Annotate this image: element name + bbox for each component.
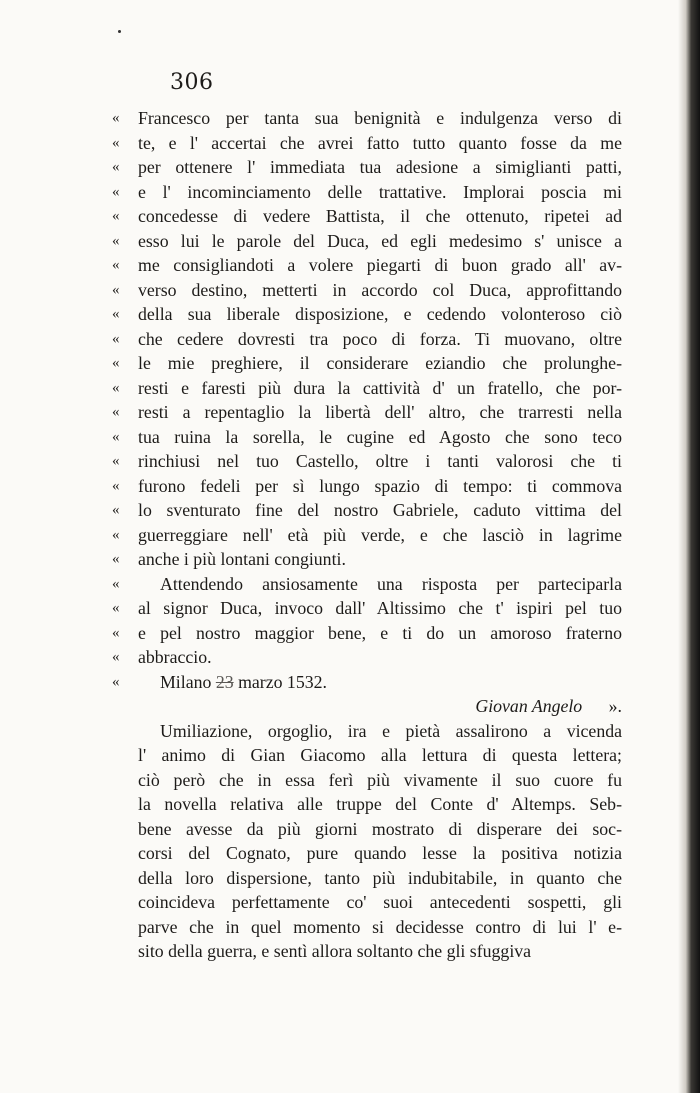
line-text: la novella relativa alle truppe del Conte d' Altemps. Seb- xyxy=(138,794,622,814)
quote-mark: « xyxy=(112,379,120,396)
text-line xyxy=(112,449,622,474)
text-line xyxy=(138,719,622,744)
quote-mark: « xyxy=(112,428,120,445)
line-text: concedesse di vedere Battista, il che ottenuto, ripetei ad xyxy=(138,206,622,226)
line-text: ciò però che in essa ferì più vivamente il suo cuore fu xyxy=(138,769,622,790)
line-text: le mie preghiere, il considerare eziandio che prolunghe- xyxy=(138,353,622,373)
quote-mark: « xyxy=(112,624,120,641)
text-line xyxy=(138,792,622,817)
text-line xyxy=(112,572,622,597)
text-line xyxy=(112,131,622,156)
text-block xyxy=(112,106,622,964)
page-gutter-shadow xyxy=(678,0,700,1093)
line-text: della sua liberale disposizione, e cedendo volonteroso ciò xyxy=(138,304,622,324)
line-text: furono fedeli per sì lungo spazio di tempo: ti commova xyxy=(138,475,622,496)
line-text: per ottenere l' immediata tua adesione a simiglianti patti, xyxy=(138,157,622,177)
line-text: Francesco per tanta sua benignità e indulgenza verso di xyxy=(138,108,622,128)
text-line xyxy=(112,351,622,376)
signature: Giovan Angelo xyxy=(475,696,583,716)
line-text: rinchiusi nel tuo Castello, oltre i tanti valorosi che ti xyxy=(138,451,622,471)
text-line xyxy=(112,425,622,450)
line-text: resti a repentaglio la libertà dell' altro, che trarresti nella xyxy=(138,402,622,422)
text-line xyxy=(138,866,622,891)
line-text: bene avesse da più giorni mostrato di disperare dei soc- xyxy=(138,818,622,839)
quote-mark: « xyxy=(112,600,120,616)
text-line xyxy=(138,939,622,964)
line-text: parve che in quel momento si decidesse contro di lui l' e- xyxy=(138,916,622,937)
text-line xyxy=(112,327,622,352)
text-line xyxy=(138,915,622,940)
line-text: della loro dispersione, tanto più indubitabile, in quanto che xyxy=(138,867,622,888)
text-line xyxy=(138,817,622,842)
line-text: tua ruina la sorella, le cugine ed Agosto che sono teco xyxy=(138,426,622,447)
quoted-letter xyxy=(112,106,622,572)
quote-mark: « xyxy=(112,281,120,298)
line-text: anche i più lontani congiunti. xyxy=(138,549,346,569)
line-text: lo sventurato fine del nostro Gabriele, caduto vittima del xyxy=(138,500,622,520)
line-text: corsi del Cognato, pure quando lesse la positiva notizia xyxy=(138,843,622,863)
quote-mark: « xyxy=(112,232,120,249)
text-line xyxy=(138,841,622,866)
quote-mark: « xyxy=(112,330,120,347)
quote-mark: « xyxy=(112,673,120,690)
text-line xyxy=(112,376,622,401)
quote-mark: « xyxy=(112,649,120,665)
quote-mark: « xyxy=(112,355,120,371)
line-text: Umiliazione, orgoglio, ira e pietà assalirono a vicenda xyxy=(160,720,622,741)
text-line xyxy=(112,106,622,131)
quote-mark: « xyxy=(112,257,120,273)
text-line xyxy=(112,596,622,621)
line-text: verso destino, metterti in accordo col Duca, approfittando xyxy=(138,279,622,300)
letter-closing-paragraph xyxy=(112,572,622,670)
page-number: 306 xyxy=(170,70,214,95)
text-line xyxy=(112,155,622,180)
line-text: te, e l' accertai che avrei fatto tutto quanto fosse da me xyxy=(138,132,622,153)
line-text: guerreggiare nell' età più verde, e che lasciò in lagrime xyxy=(138,524,622,545)
quote-mark: « xyxy=(112,110,120,126)
line-text: me consigliandoti a volere piegarti di buon grado all' av- xyxy=(138,255,622,275)
quote-mark: « xyxy=(112,453,120,469)
quote-mark: « xyxy=(112,183,120,200)
text-line xyxy=(112,204,622,229)
line-text: sito della guerra, e sentì allora soltanto che gli sfuggiva xyxy=(138,941,532,961)
quote-mark: « xyxy=(112,502,120,518)
quote-mark: « xyxy=(112,551,120,567)
line-text: e l' incominciamento delle trattative. Implorai poscia mi xyxy=(138,181,622,202)
text-line xyxy=(112,645,622,670)
text-line xyxy=(112,302,622,327)
text-line xyxy=(112,278,622,303)
line-text: che cedere dovresti tra poco di forza. Ti muovano, oltre xyxy=(138,328,622,349)
text-line xyxy=(112,523,622,548)
text-line xyxy=(138,743,622,768)
text-line xyxy=(112,400,622,425)
signature-close-quote: ». xyxy=(608,696,622,716)
quote-mark: « xyxy=(112,404,120,420)
line-text: Attendendo ansiosamente una risposta per parteciparla xyxy=(160,573,622,594)
text-line xyxy=(112,621,622,646)
text-line xyxy=(112,229,622,254)
date-day: 23 xyxy=(215,671,234,692)
quote-mark: « xyxy=(112,208,120,224)
text-line xyxy=(112,253,622,278)
quote-mark: « xyxy=(112,526,120,543)
line-text: esso lui le parole del Duca, ed egli medesimo s' unisce a xyxy=(138,230,622,251)
ink-speck xyxy=(118,30,121,33)
line-text: abbraccio. xyxy=(138,647,212,667)
quote-mark: « xyxy=(112,134,120,151)
line-text: al signor Duca, invoco dall' Altissimo che t' ispiri pel tuo xyxy=(138,598,622,618)
date-month-year: marzo 1532. xyxy=(238,671,327,692)
text-line xyxy=(112,498,622,523)
text-line xyxy=(138,890,622,915)
line-text: l' animo di Gian Giacomo alla lettura di questa lettera; xyxy=(138,745,622,765)
quote-mark: « xyxy=(112,575,120,592)
text-line xyxy=(138,768,622,793)
letter-date-line xyxy=(112,670,622,695)
line-text: e pel nostro maggior bene, e ti do un amoroso fraterno xyxy=(138,622,622,643)
date-place: Milano xyxy=(160,671,212,692)
narrative-paragraph xyxy=(138,719,622,964)
text-line xyxy=(112,547,622,572)
line-text: coincideva perfettamente co' suoi antecedenti sospetti, gli xyxy=(138,892,622,912)
quote-mark: « xyxy=(112,159,120,175)
quote-mark: « xyxy=(112,306,120,322)
line-text: resti e faresti più dura la cattività d' un fratello, che por- xyxy=(138,377,622,398)
quote-mark: « xyxy=(112,477,120,494)
text-line xyxy=(112,180,622,205)
text-line xyxy=(112,474,622,499)
signature-line xyxy=(138,694,622,719)
